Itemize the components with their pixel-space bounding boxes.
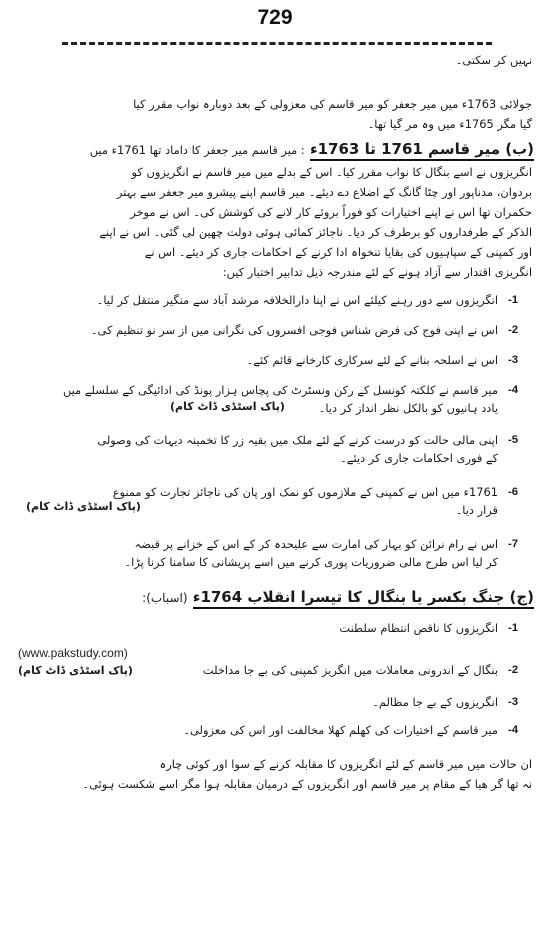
para1-line2: گیا مگر 1765ء میں وہ مر گیا تھا۔ (367, 117, 532, 131)
item-number: -1 (508, 294, 519, 306)
item-text: انگریزوں کا ناقص انتظام سلطنت (339, 621, 498, 635)
page-number: 729 (257, 6, 293, 29)
section-b-line: انگریزوں نے اسے بنگال کا نواب مقرر کیا۔ اس کے بدلے میں میر قاسم نے انگریزوں کو (131, 165, 532, 179)
item-text: اس نے رام نرائن کو بہار کی امارت سے علیحدہ کر کے اس کے خزانے پر قبضہ (134, 537, 498, 551)
item-number: -4 (508, 384, 519, 396)
watermark-tag: (پاک اسٹڈی ڈاٹ کام) (170, 400, 285, 413)
item-text: انگریزوں سے دور رہنے کیلئے اس نے اپنا دارالخلافہ مرشد آباد سے منگیر منتقل کر لیا۔ (96, 293, 498, 307)
section-b-line: انگریزی اقتدار سے آزاد ہونے کے لئے مندرجہ ذیل تدابیر اختیار کیں: (222, 265, 532, 279)
header-rule (62, 42, 492, 45)
para1-line1: جولائی 1763ء میں میر جعفر کو میر قاسم کی معزولی کے بعد دوبارہ نواب مقرر کیا (133, 97, 532, 111)
section-b-line: بردوان، مدناپور اور چٹا گانگ کے اضلاع دے دیئے۔ میر قاسم اپنے پیشرو میر جعفر سے بہتر (116, 185, 532, 199)
section-b-heading-row (90, 140, 534, 158)
item-number: -7 (508, 538, 519, 550)
section-c-heading: (ج) جنگ بکسر یا بنگال کا تیسرا انقلاب 1764ء (193, 588, 534, 609)
item-text-line2: کے فوری احکامات جاری کر دیئے۔ (340, 451, 498, 465)
item-text: 1761ء میں اس نے کمپنی کے ملازموں کو نمک اور پان کی ناجائز تجارت کو ممنوع (112, 485, 498, 499)
item-text-continued (456, 502, 498, 519)
item-number: -2 (508, 664, 519, 676)
item-number: -1 (508, 622, 519, 634)
item-text-continued (124, 554, 498, 571)
section-c-heading-row (142, 588, 534, 606)
item-number: -4 (508, 724, 519, 736)
section-b-lead: : میر قاسم میر جعفر کا داماد تھا 1761ء میں (89, 143, 305, 157)
item-text: انگریزوں کے بے جا مظالم۔ (372, 695, 498, 709)
watermark-url: (www.pakstudy.com) (18, 646, 128, 660)
item-text: اس نے اپنی فوج کی فرض شناس فوجی افسروں کی نگرانی میں از سر نو تنظیم کی۔ (90, 323, 498, 337)
section-b-line: الذکر کے طرفداروں کو برطرف کر دیا۔ ناجائز کمائی ہوئی دولت چھین لی گئی۔ اس نے اپنے (99, 225, 532, 239)
item-text: اس نے اسلحہ بنانے کے لئے سرکاری کارخانے قائم کئے۔ (246, 353, 498, 367)
opening-line: نہیں کر سکتی۔ (455, 53, 532, 67)
item-text: بنگال کے اندرونی معاملات میں انگریز کمپنی کی بے جا مداخلت (202, 663, 498, 677)
watermark-urdu: (پاک اسٹڈی ڈاٹ کام) (18, 664, 133, 677)
item-number: -5 (508, 434, 519, 446)
item-number: -3 (508, 354, 519, 366)
section-b-heading: (ب) میر قاسم 1761 تا 1763ء (310, 140, 534, 161)
section-b-line: حکمران تھا اس نے اپنے اختیارات کو فوراً بروئے کار لانے کی کوشش کی۔ اس نے موخر (130, 205, 532, 219)
item-text-continued (319, 400, 498, 417)
closing-line: نہ تھا گر ھیا کے مقام پر میر قاسم اور انگریزوں کے درمیان مقابلہ ہوا مگر اسے شکست ہوئی۔ (82, 777, 532, 791)
item-number: -6 (508, 486, 519, 498)
item-number: -3 (508, 696, 519, 708)
item-text: میر قاسم کے اختیارات کی کھلم کھلا مخالفت اور اس کی معزولی۔ (183, 723, 498, 737)
item-text: اپنی مالی حالت کو درست کرنے کے لئے ملک میں بقیہ زر کا تخمینہ دیہات کی وصولی (97, 433, 498, 447)
item-text: میر قاسم نے کلکتہ کونسل کے رکن ونسٹرٹ کی پچاس ہزار پونڈ کی ادائیگی کے سلسلے میں (62, 383, 498, 397)
item-text-line2: یادد ہانیوں کو بالکل نظر انداز کر دیا۔ (318, 401, 498, 415)
watermark-tag: (پاک اسٹڈی ڈاٹ کام) (26, 500, 141, 513)
item-text-line2: قرار دیا۔ (455, 503, 498, 517)
section-b-line: اور کمپنی کے سپاہیوں کی بقایا تنخواہ ادا کرنے کے احکامات جاری کر دیئے۔ اس نے (144, 245, 532, 259)
item-text-line2: کر لیا اس طرح مالی ضروریات پوری کرنے میں اسے پریشانی کا سامنا کرنا پڑا۔ (124, 555, 498, 569)
closing-line: ان حالات میں میر قاسم کے لئے انگریزوں کا مقابلہ کرنے کے سوا اور کوئی چارہ (159, 757, 532, 771)
section-c-suffix: (اسباب): (142, 591, 188, 605)
item-text-continued (340, 450, 498, 467)
item-number: -2 (508, 324, 519, 336)
